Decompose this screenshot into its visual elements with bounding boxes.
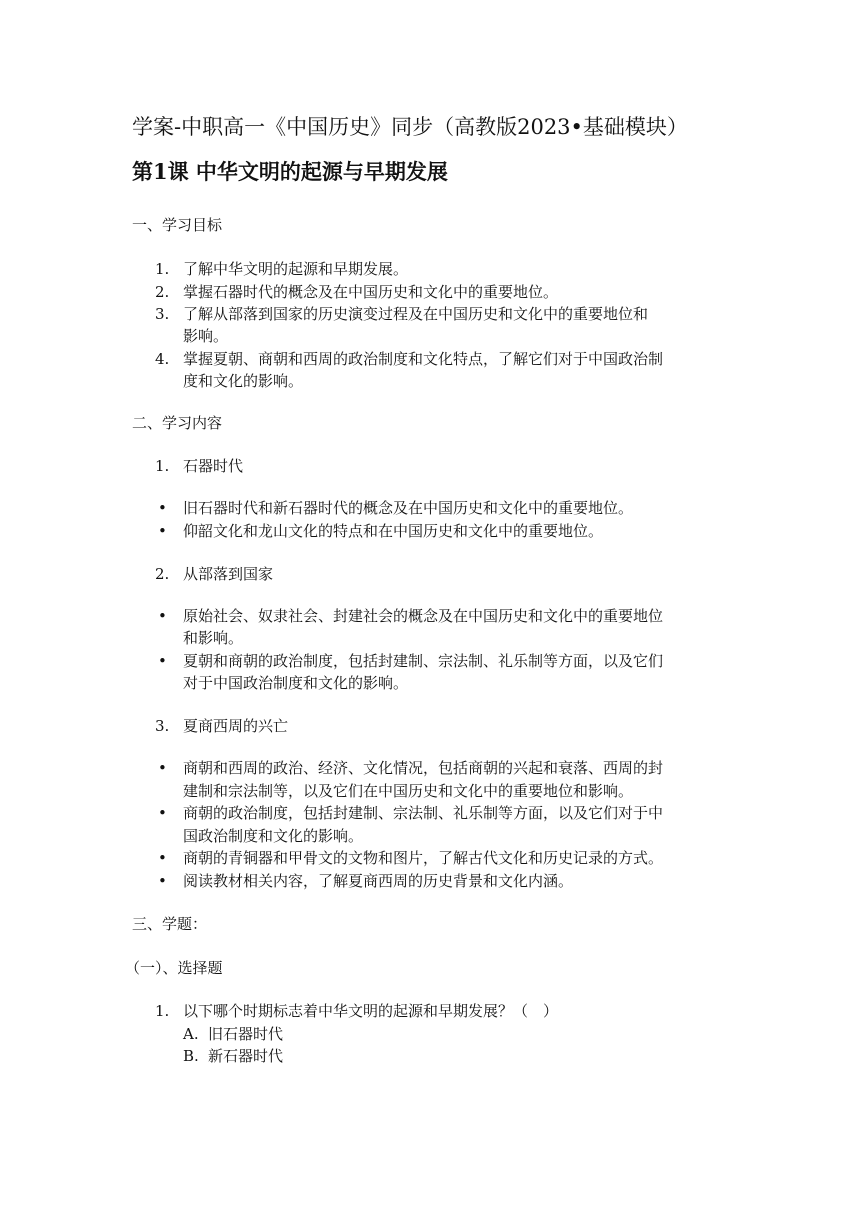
option-text: 新石器时代 bbox=[208, 1047, 284, 1065]
list-number: 2. bbox=[155, 283, 170, 301]
bullet-icon: • bbox=[158, 759, 167, 777]
section-heading-exercises: 三、学题： bbox=[132, 915, 208, 933]
question-text: 以下哪个时期标志着中华文明的起源和早期发展？（ ） bbox=[183, 1002, 559, 1020]
bullet-icon: • bbox=[158, 872, 167, 890]
subsection-title: 夏商西周的兴亡 bbox=[183, 717, 289, 735]
list-number: 1. bbox=[155, 260, 170, 278]
list-text: 影响。 bbox=[183, 327, 229, 345]
bullet-text: 夏朝和商朝的政治制度，包括封建制、宗法制、礼乐制等方面，以及它们 bbox=[183, 652, 664, 670]
bullet-text: 商朝的政治制度，包括封建制、宗法制、礼乐制等方面，以及它们对于中 bbox=[183, 804, 664, 822]
option-label: B. bbox=[183, 1047, 199, 1065]
option-label: A. bbox=[183, 1025, 199, 1043]
list-text: 掌握夏朝、商朝和西周的政治制度和文化特点，了解它们对于中国政治制 bbox=[183, 350, 664, 368]
bullet-icon: • bbox=[158, 499, 167, 517]
bullet-text: 对于中国政治制度和文化的影响。 bbox=[183, 674, 409, 692]
question-group-title: （一）、选择题 bbox=[125, 959, 223, 977]
subsection-number: 2. bbox=[155, 565, 170, 583]
list-text: 度和文化的影响。 bbox=[183, 372, 304, 390]
bullet-text: 旧石器时代和新石器时代的概念及在中国历史和文化中的重要地位。 bbox=[183, 499, 634, 517]
list-text: 掌握石器时代的概念及在中国历史和文化中的重要地位。 bbox=[183, 283, 559, 301]
bullet-text: 仰韶文化和龙山文化的特点和在中国历史和文化中的重要地位。 bbox=[183, 522, 604, 540]
bullet-text: 商朝的青铜器和甲骨文的文物和图片，了解古代文化和历史记录的方式。 bbox=[183, 849, 664, 867]
subsection-title: 石器时代 bbox=[183, 457, 244, 475]
bullet-text: 阅读教材相关内容，了解夏商西周的历史背景和文化内涵。 bbox=[183, 872, 574, 890]
bullet-icon: • bbox=[158, 804, 167, 822]
bullet-text: 国政治制度和文化的影响。 bbox=[183, 827, 364, 845]
bullet-text: 和影响。 bbox=[183, 629, 244, 647]
subsection-title: 从部落到国家 bbox=[183, 565, 274, 583]
subsection-number: 3. bbox=[155, 717, 170, 735]
subsection-number: 1. bbox=[155, 457, 170, 475]
lesson-title: 第1课 中华文明的起源与早期发展 bbox=[132, 159, 448, 184]
bullet-icon: • bbox=[158, 522, 167, 540]
section-heading-content: 二、学习内容 bbox=[132, 414, 223, 432]
document-header: 学案-中职高一《中国历史》同步（高教版2023•基础模块） bbox=[132, 115, 688, 139]
list-number: 4. bbox=[155, 350, 170, 368]
list-text: 了解中华文明的起源和早期发展。 bbox=[183, 260, 409, 278]
bullet-text: 建制和宗法制等，以及它们在中国历史和文化中的重要地位和影响。 bbox=[183, 782, 634, 800]
question-number: 1. bbox=[155, 1002, 170, 1020]
bullet-icon: • bbox=[158, 652, 167, 670]
bullet-icon: • bbox=[158, 607, 167, 625]
bullet-icon: • bbox=[158, 849, 167, 867]
list-number: 3. bbox=[155, 305, 170, 323]
bullet-text: 商朝和西周的政治、经济、文化情况，包括商朝的兴起和衰落、西周的封 bbox=[183, 759, 664, 777]
bullet-text: 原始社会、奴隶社会、封建社会的概念及在中国历史和文化中的重要地位 bbox=[183, 607, 664, 625]
option-text: 旧石器时代 bbox=[208, 1025, 284, 1043]
list-text: 了解从部落到国家的历史演变过程及在中国历史和文化中的重要地位和 bbox=[183, 305, 649, 323]
section-heading-objectives: 一、学习目标 bbox=[132, 216, 223, 234]
